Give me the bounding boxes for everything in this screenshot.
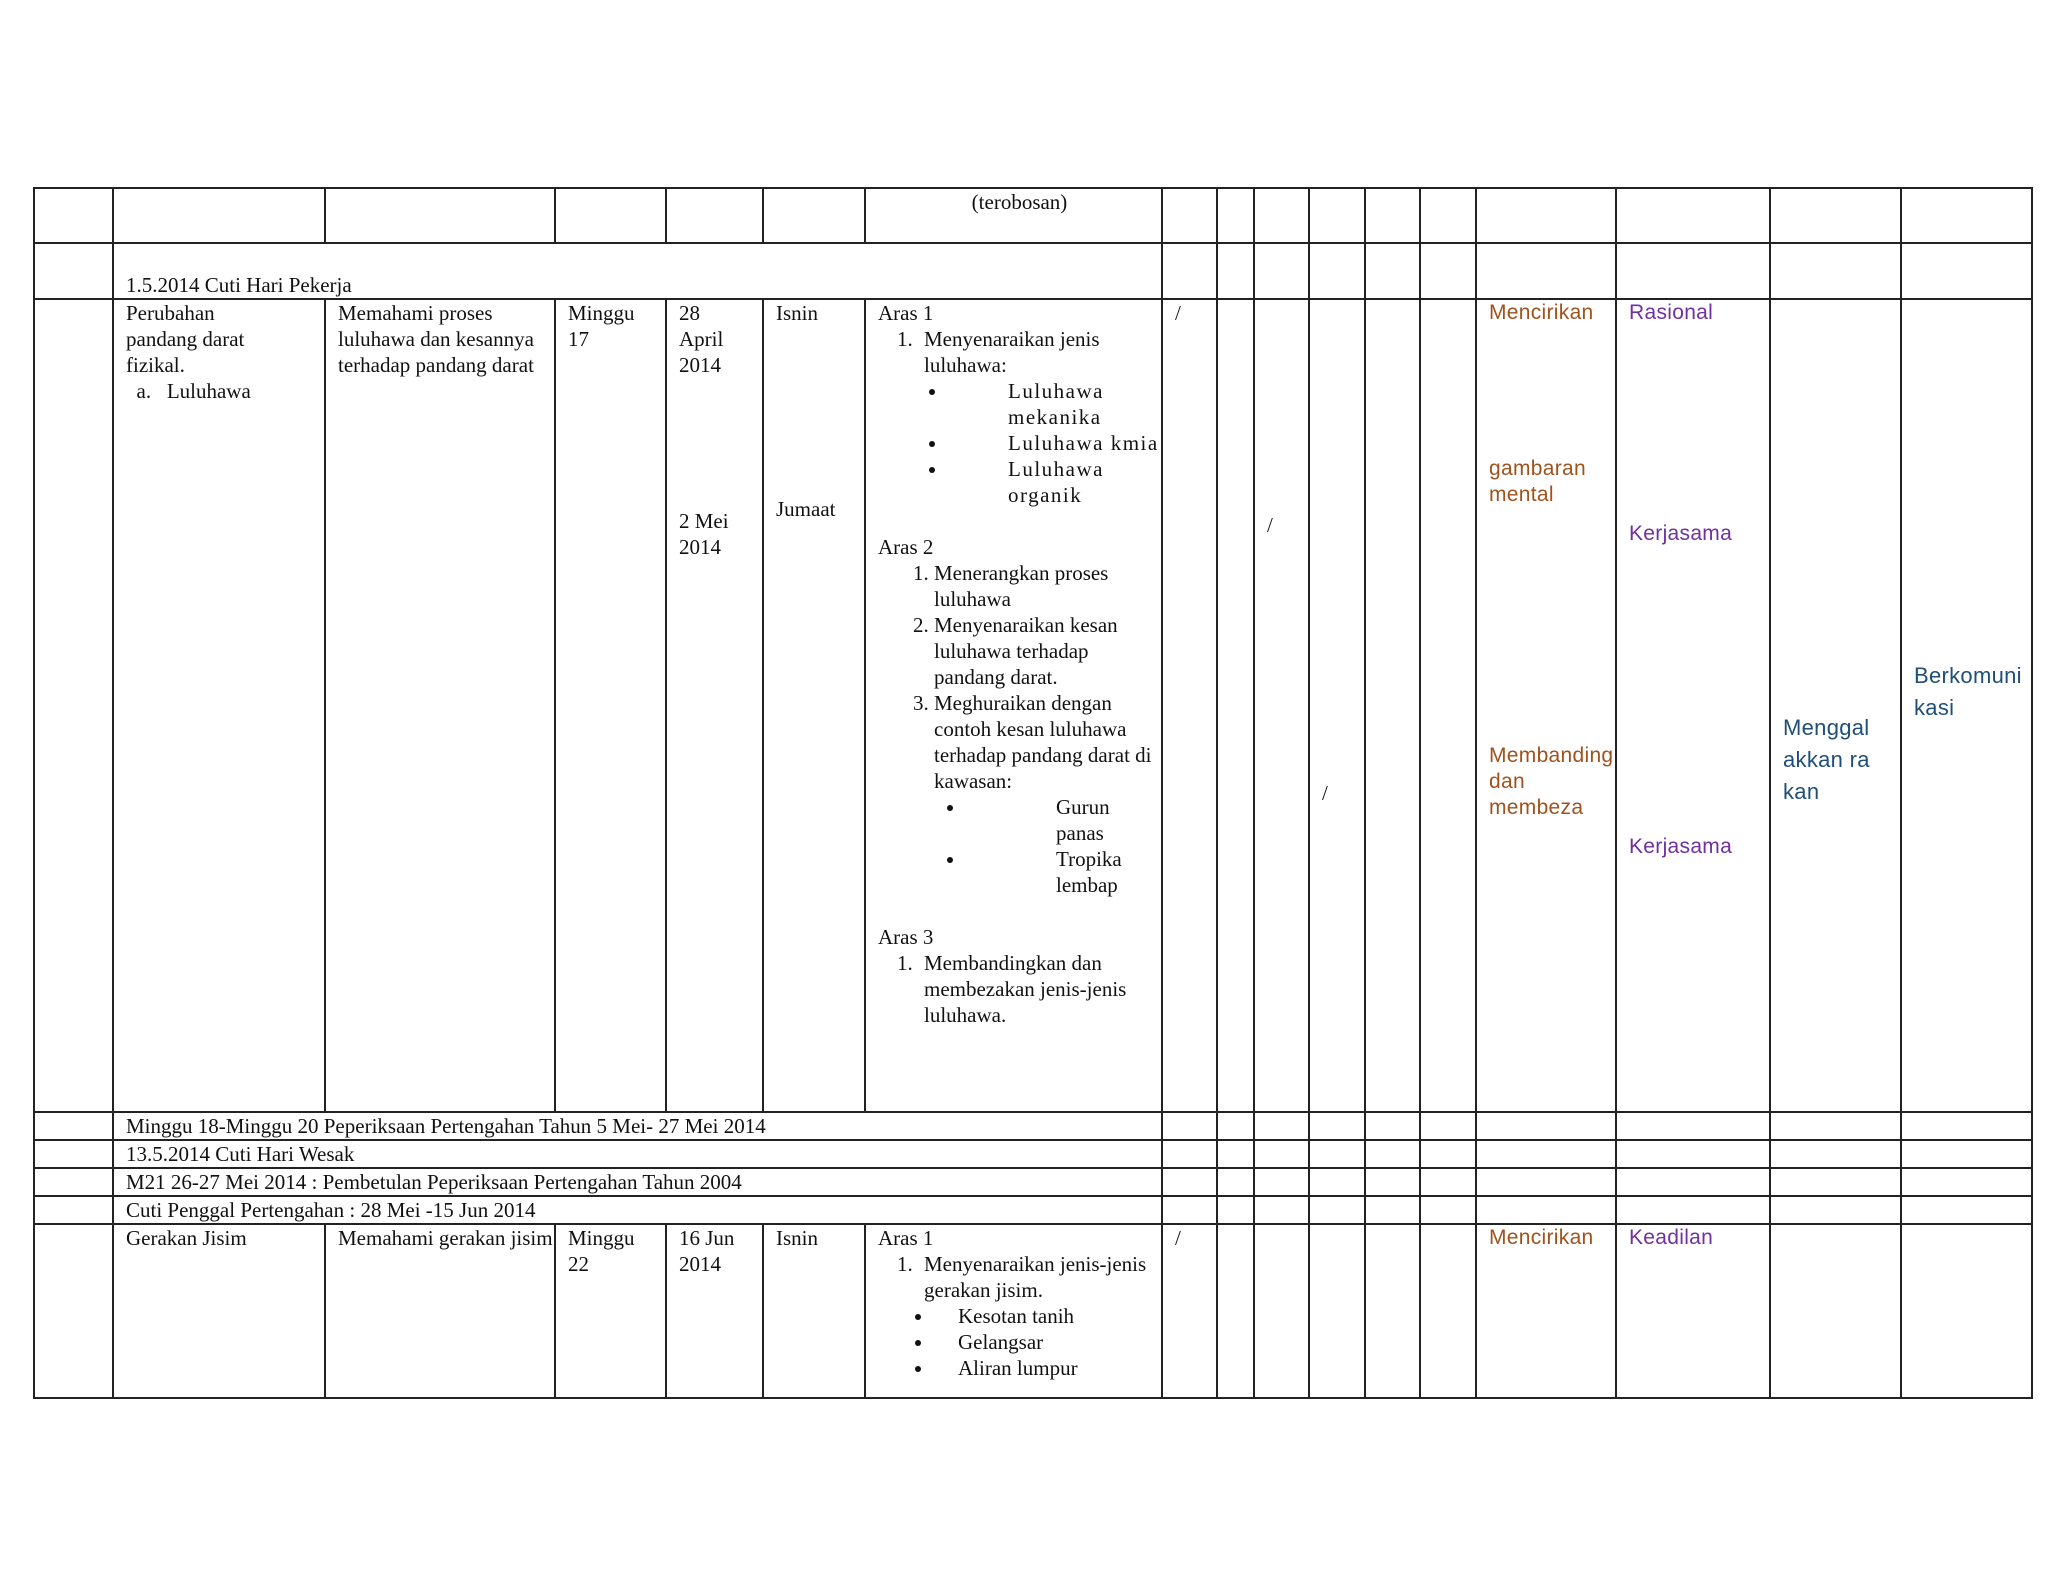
list-item: • Kesotan tanih xyxy=(934,1303,1161,1329)
list-item: 3. Meghuraikan dengan contoh kesan luluhawa terhadap pandang darat di kawasan: xyxy=(934,690,1161,794)
mark-cell: / xyxy=(1254,299,1309,1112)
kbat-cell xyxy=(1476,299,1616,1112)
table-row xyxy=(34,1140,2032,1168)
list-item: • Luluhawa mekanika xyxy=(948,378,1161,430)
break-note: Cuti Penggal Pertengahan : 28 Mei -15 Jun 2014 xyxy=(113,1196,1162,1224)
week-cell: Minggu 22 xyxy=(555,1224,666,1398)
aras-2-bullets xyxy=(878,794,1161,898)
table-row xyxy=(34,243,2032,299)
aras-1-bullets xyxy=(878,378,1161,508)
list-item: • Tropika lembap xyxy=(966,846,1161,898)
mark-cell: / xyxy=(1162,1224,1217,1398)
mark-cell: / xyxy=(1309,299,1365,1112)
table-row xyxy=(34,1112,2032,1140)
activity-cell xyxy=(865,1224,1162,1398)
list-item: • Luluhawa organik xyxy=(948,456,1161,508)
mark-cell: / xyxy=(1162,299,1217,1112)
lesson-plan-table xyxy=(33,187,2033,1399)
date-cell: 28 April 2014 2 Mei 2014 xyxy=(666,299,763,1112)
table-row xyxy=(34,299,2032,1112)
table-row xyxy=(34,1196,2032,1224)
kbat-cell: Mencirikan xyxy=(1476,1224,1616,1398)
day-cell: Isnin Jumaat xyxy=(763,299,865,1112)
list-item: 1. Menerangkan proses luluhawa xyxy=(934,560,1161,612)
day-cell: Isnin xyxy=(763,1224,865,1398)
date-cell: 16 Jun 2014 xyxy=(666,1224,763,1398)
list-item: • Aliran lumpur xyxy=(934,1355,1161,1381)
list-item: 1. Menyenaraikan jenis-jenis gerakan jisim. xyxy=(918,1251,1161,1303)
holiday-note: 1.5.2014 Cuti Hari Pekerja xyxy=(113,243,1162,299)
aras-1-list xyxy=(878,326,1161,378)
nilai-item: Kerjasama xyxy=(1629,522,1733,545)
activity-cell xyxy=(865,299,1162,1112)
nilai-cell: Keadilan xyxy=(1616,1224,1770,1398)
aras-3-list xyxy=(878,950,1161,1028)
nilai-cell xyxy=(1616,299,1770,1112)
ekstra-cell xyxy=(1901,299,2032,1112)
list-item: 1. Menyenaraikan jenis luluhawa: xyxy=(918,326,1161,378)
topic-cell: Perubahan pandang darat fizikal. a. Luluhawa xyxy=(113,299,325,1112)
kbat-item: gambaran mental xyxy=(1489,457,1586,506)
objective-cell: Memahami proses luluhawa dan kesannya terhadap pandang darat xyxy=(325,299,555,1112)
nilai-item: Kerjasama xyxy=(1629,835,1733,858)
objective-cell: Memahami gerakan jisim xyxy=(325,1224,555,1398)
table-row xyxy=(34,1168,2032,1196)
cell-note: (terobosan) xyxy=(865,188,1162,243)
ekstra-item: Berkomunikasi xyxy=(1914,663,2022,720)
exam-note: Minggu 18-Minggu 20 Peperiksaan Pertengahan Tahun 5 Mei- 27 Mei 2014 xyxy=(113,1112,1162,1140)
holiday-note: 13.5.2014 Cuti Hari Wesak xyxy=(113,1140,1162,1168)
ekstra-cell xyxy=(1770,299,1901,1112)
aras-1-list xyxy=(878,1251,1161,1303)
list-item: • Gelangsar xyxy=(934,1329,1161,1355)
aras-1-bullets xyxy=(878,1303,1161,1381)
nilai-item: Rasional xyxy=(1629,301,1714,324)
week-cell: Minggu 17 xyxy=(555,299,666,1112)
aras-2-list xyxy=(878,560,1161,794)
table-row xyxy=(34,188,2032,243)
topic-cell: Gerakan Jisim xyxy=(113,1224,325,1398)
ekstra-item: Menggalakkan rakan xyxy=(1783,715,1870,804)
aras-2-title: Aras 2 xyxy=(878,535,934,559)
aras-3-title: Aras 3 xyxy=(878,925,934,949)
list-item: • Gurun panas xyxy=(966,794,1161,846)
list-item: 1. Membandingkan dan membezakan jenis-jenis luluhawa. xyxy=(918,950,1161,1028)
kbat-item: Membanding dan membeza xyxy=(1489,744,1614,819)
list-item: 2. Menyenaraikan kesan luluhawa terhadap pandang darat. xyxy=(934,612,1161,690)
correction-note: M21 26-27 Mei 2014 : Pembetulan Peperiksaan Pertengahan Tahun 2004 xyxy=(113,1168,1162,1196)
list-item: • Luluhawa kmia xyxy=(948,430,1161,456)
kbat-item: Mencirikan xyxy=(1489,301,1594,324)
table-row xyxy=(34,1224,2032,1398)
aras-1-title: Aras 1 xyxy=(878,301,934,325)
aras-1-title: Aras 1 xyxy=(878,1226,934,1250)
